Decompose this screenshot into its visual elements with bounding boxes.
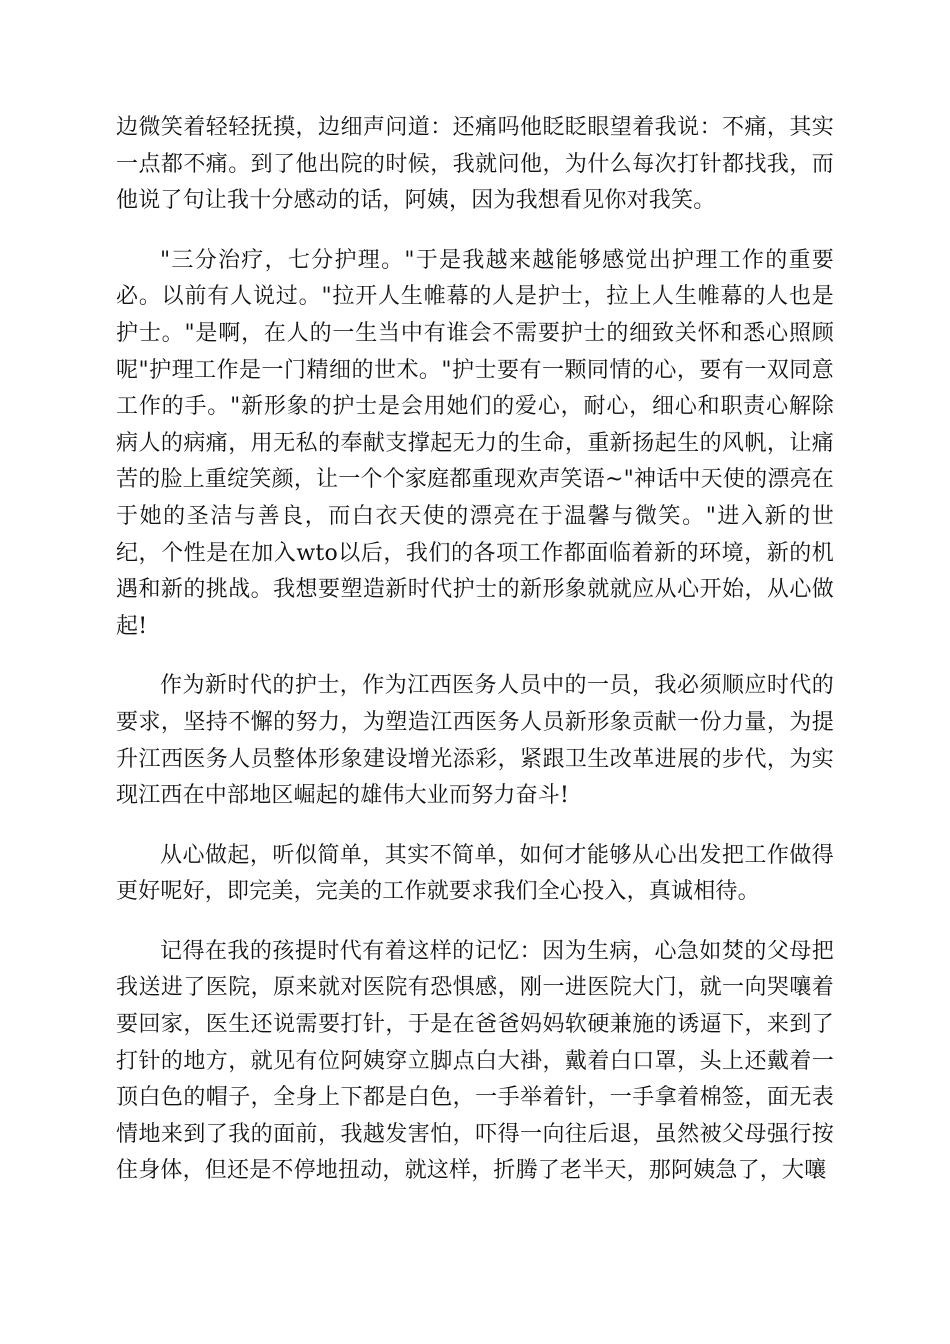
paragraph-2: "三分治疗，七分护理。"于是我越来越能够感觉出护理工作的重要必。以前有人说过。"拉开人生帷幕的人是护士，拉上人生帷幕的人也是护士。"是啊，在人的一生当中有谁会不需要护士的细致关怀和悉心照顾呢"护理工作是一门精细的世术。"护士要有一颗同情的心，要有一双同意工作的手。"新形象的护士是会用她们的爱心，耐心，细心和职责心解除病人的病痛，用无私的奉献支撑起无力的生命，重新扬起生的风帆，让痛苦的脸上重绽笑颜，让一个个家庭都重现欢声笑语~"神话中天使的漂亮在于她的圣洁与善良，而白衣天使的漂亮在于温馨与微笑。"进入新的世纪，个性是在加入wto以后，我们的各项工作都面临着新的环境，新的机遇和新的挑战。我想要塑造新时代护士的新形象就就应从心开始，从心做起! — [116, 247, 834, 639]
paragraph-5: 记得在我的孩提时代有着这样的记忆：因为生病，心急如焚的父母把我送进了医院，原来就对医院有恐惧感，刚一进医院大门，就一向哭嚷着要回家，医生还说需要打针，于是在爸爸妈妈软硬兼施的诱逼下，来到了打针的地方，就见有位阿姨穿立脚点白大褂，戴着白口罩，头上还戴着一顶白色的帽子，全身上下都是白色，一手举着针，一手拿着棉签，面无表情地来到了我的面前，我越发害怕，吓得一向往后退，虽然被父母强行按住身体，但还是不停地扭动，就这样，折腾了老半天，那阿姨急了，大嚷 — [116, 938, 834, 1184]
paragraph-4: 从心做起，听似简单，其实不简单，如何才能够从心出发把工作做得更好呢好，即完美，完美的工作就要求我们全心投入，真诚相待。 — [116, 842, 834, 905]
paragraph-3: 作为新时代的护士，作为江西医务人员中的一员，我必须顺应时代的要求，坚持不懈的努力，为塑造江西医务人员新形象贡献一份力量，为提升江西医务人员整体形象建设增光添彩，紧跟卫生改革进展的步代，为实现江西在中部地区崛起的雄伟大业而努力奋斗! — [116, 673, 834, 809]
paragraph-1: 边微笑着轻轻抚摸，边细声问道：还痛吗他眨眨眼望着我说：不痛，其实一点都不痛。到了他出院的时候，我就问他，为什么每次打针都找我，而他说了句让我十分感动的话，阿姨，因为我想看见你对我笑。 — [116, 115, 834, 214]
document-body — [116, 110, 834, 1190]
